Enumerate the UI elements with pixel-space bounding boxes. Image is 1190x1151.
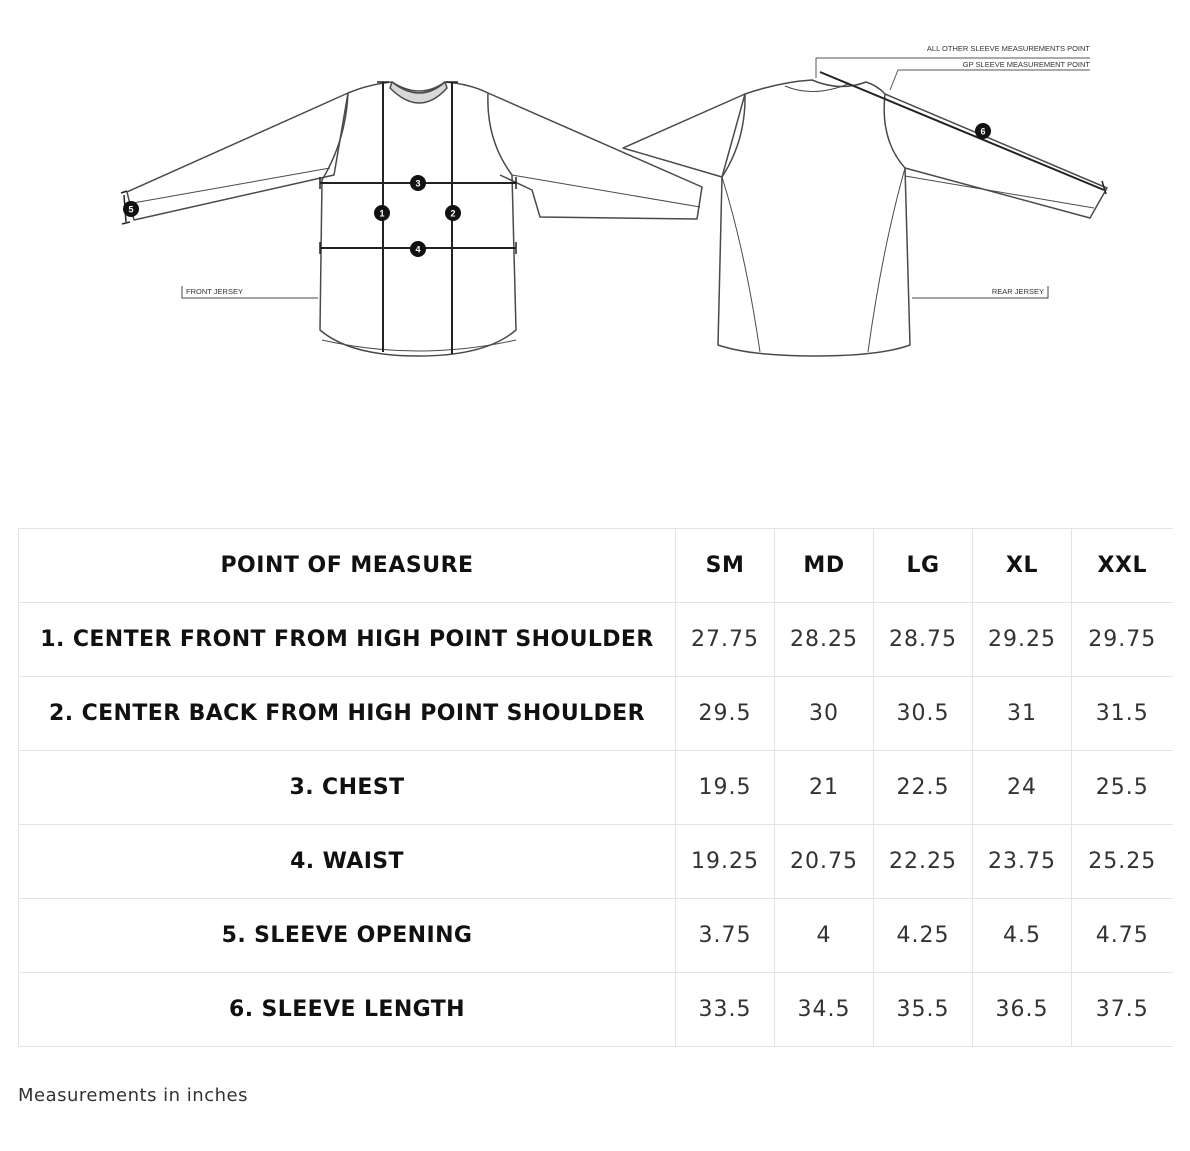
marker-3: 3: [415, 178, 421, 189]
cell-value: 29.5: [676, 677, 775, 751]
marker-1: 1: [379, 208, 385, 219]
marker-2: 2: [450, 208, 456, 219]
cell-value: 25.5: [1072, 751, 1173, 825]
marker-6: 6: [980, 126, 986, 137]
row-label: 6. SLEEVE LENGTH: [19, 973, 676, 1047]
measure-markers: [123, 123, 991, 257]
cell-value: 30.5: [874, 677, 973, 751]
cell-value: 29.75: [1072, 603, 1173, 677]
cell-value: 34.5: [775, 973, 874, 1047]
cell-value: 36.5: [973, 973, 1072, 1047]
cell-value: 31: [973, 677, 1072, 751]
cell-value: 19.5: [676, 751, 775, 825]
cell-value: 23.75: [973, 825, 1072, 899]
cell-value: 29.25: [973, 603, 1072, 677]
cell-value: 4.25: [874, 899, 973, 973]
table-row: [19, 603, 1173, 677]
cell-value: 30: [775, 677, 874, 751]
row-label: 4. WAIST: [19, 825, 676, 899]
cell-value: 24: [973, 751, 1072, 825]
size-chart-table: [18, 528, 1173, 1047]
header-lg: LG: [874, 529, 973, 603]
table-row: [19, 677, 1173, 751]
cell-value: 35.5: [874, 973, 973, 1047]
marker-5: 5: [128, 204, 134, 215]
front-jersey-illustration: [121, 82, 702, 356]
table-header-row: [19, 529, 1173, 603]
header-md: MD: [775, 529, 874, 603]
cell-value: 19.25: [676, 825, 775, 899]
cell-value: 3.75: [676, 899, 775, 973]
measurements-note: Measurements in inches: [18, 1085, 248, 1106]
cell-value: 25.25: [1072, 825, 1173, 899]
cell-value: 31.5: [1072, 677, 1173, 751]
cell-value: 20.75: [775, 825, 874, 899]
header-xxl: XXL: [1072, 529, 1173, 603]
cell-value: 28.75: [874, 603, 973, 677]
front-jersey-label: FRONT JERSEY: [186, 287, 243, 296]
rear-jersey-illustration: [623, 58, 1107, 356]
table-row: [19, 825, 1173, 899]
jersey-measurement-diagram: [0, 0, 1190, 420]
cell-value: 28.25: [775, 603, 874, 677]
row-label: 2. CENTER BACK FROM HIGH POINT SHOULDER: [19, 677, 676, 751]
header-sm: SM: [676, 529, 775, 603]
row-label: 1. CENTER FRONT FROM HIGH POINT SHOULDER: [19, 603, 676, 677]
row-label: 3. CHEST: [19, 751, 676, 825]
header-xl: XL: [973, 529, 1072, 603]
all-other-sleeve-callout: ALL OTHER SLEEVE MEASUREMENTS POINT: [926, 44, 1090, 53]
table-row: [19, 899, 1173, 973]
cell-value: 22.25: [874, 825, 973, 899]
cell-value: 37.5: [1072, 973, 1173, 1047]
cell-value: 33.5: [676, 973, 775, 1047]
cell-value: 27.75: [676, 603, 775, 677]
row-label: 5. SLEEVE OPENING: [19, 899, 676, 973]
header-point-of-measure: POINT OF MEASURE: [19, 529, 676, 603]
marker-4: 4: [415, 244, 421, 255]
cell-value: 4.5: [973, 899, 1072, 973]
cell-value: 4: [775, 899, 874, 973]
gp-sleeve-callout: GP SLEEVE MEASUREMENT POINT: [962, 60, 1090, 69]
cell-value: 21: [775, 751, 874, 825]
table-row: [19, 751, 1173, 825]
table-row: [19, 973, 1173, 1047]
rear-jersey-label: REAR JERSEY: [991, 287, 1044, 296]
cell-value: 22.5: [874, 751, 973, 825]
cell-value: 4.75: [1072, 899, 1173, 973]
